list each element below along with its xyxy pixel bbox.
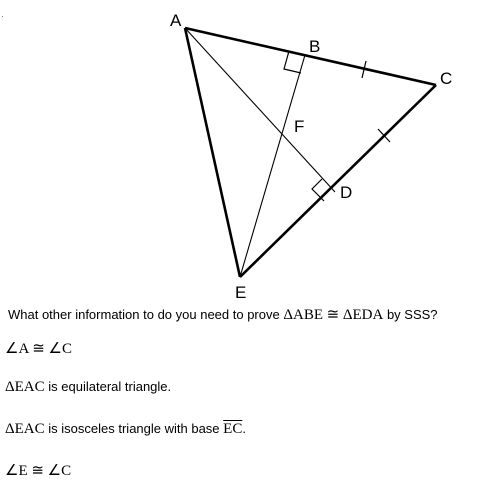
answer-option-3[interactable] — [5, 416, 485, 442]
segment-ae — [185, 28, 240, 277]
option-3-math: ΔEAC — [5, 421, 45, 437]
label-point-b: B — [309, 37, 321, 56]
answer-option-2[interactable] — [5, 374, 485, 400]
option-2-text: is equilateral triangle. — [48, 379, 172, 394]
option-3-base-segment: $\overline{EC}$ — [223, 421, 243, 437]
question-suffix: by SSS? — [386, 307, 438, 322]
option-4-math: ∠E ≅ ∠C — [5, 463, 72, 479]
label-point-c: C — [440, 69, 453, 88]
label-point-d: D — [340, 183, 353, 202]
question-prefix: What other information to do you need to prove — [8, 307, 280, 322]
congruent-symbol: ≅ — [326, 307, 340, 323]
label-point-e: E — [235, 283, 247, 300]
triangle-abe: ΔABE — [283, 307, 323, 323]
label-point-f: F — [294, 117, 305, 136]
segment-ce — [240, 85, 436, 277]
answer-option-1[interactable] — [5, 336, 485, 362]
option-2-math: ΔEAC — [5, 379, 45, 395]
triangle-eda: ΔEDA — [342, 307, 384, 323]
option-1-math: ∠A ≅ ∠C — [5, 341, 72, 357]
question-text — [8, 305, 491, 324]
option-3-text: is isosceles triangle with base — [48, 421, 220, 436]
label-point-a: A — [170, 11, 182, 30]
answer-option-4[interactable] — [5, 458, 485, 484]
option-3-end: . — [242, 421, 246, 436]
